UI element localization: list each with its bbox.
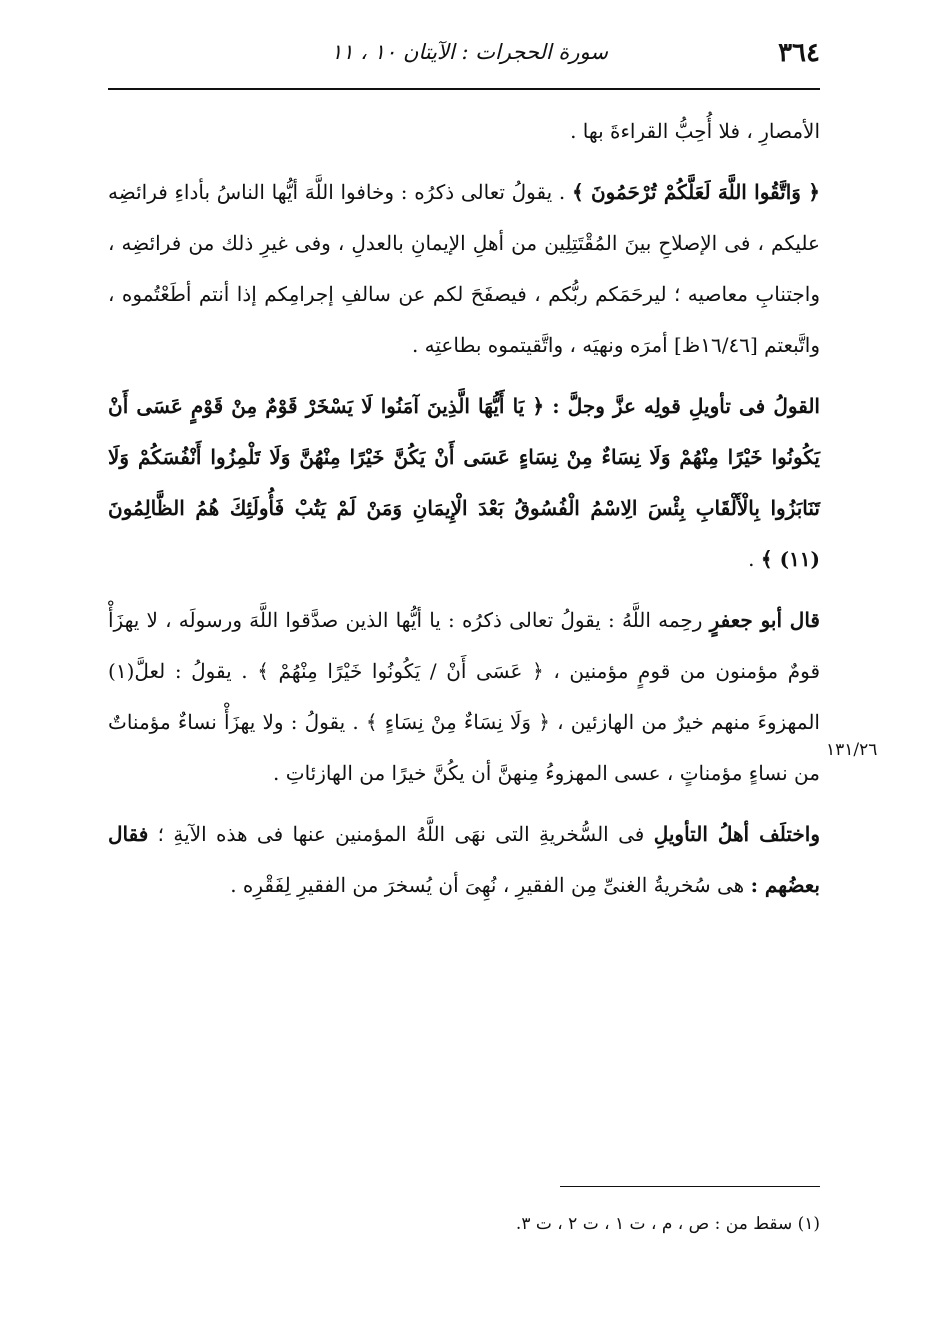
quran-verse: ﴿ يَا أَيُّهَا الَّذِينَ آمَنُوا لَا يَسْخَرْ قَوْمٌ مِنْ قَوْمٍ عَسَى أَنْ يَكُونُوا خَيْرًا مِنْهُمْ وَلَا نِسَاءٌ مِنْ نِسَاءٍ عَسَى أَنْ يَكُنَّ خَيْرًا مِنْهُنَّ وَلَا تَلْمِزُوا أَنْفُسَكُمْ وَلَا تَنَابَزُوا بِالْأَلْقَابِ بِئْسَ الِاسْمُ الْفُسُوقُ بَعْدَ الْإِيمَانِ وَمَنْ لَمْ يَتُبْ فَأُولَئِكَ هُمُ الظَّالِمُونَ (١١) ﴾	[108, 394, 820, 571]
paragraph-text: فى السُّخريةِ التى نهَى اللَّهُ المؤمنين عنها فى هذه الآيةِ ؛	[148, 822, 654, 846]
page-number: ٣٦٤	[778, 38, 820, 68]
footnote-divider	[560, 1186, 820, 1187]
running-title: سورة الحجرات : الآيتان ١٠ ، ١١	[331, 40, 608, 64]
margin-reference: ١٣١/٢٦	[826, 740, 878, 760]
author-lead: قال أبو جعفرٍ	[709, 608, 820, 632]
page-header	[108, 30, 820, 82]
paragraph-4	[108, 595, 820, 799]
paragraph-3	[108, 381, 820, 585]
quran-verse: ﴿ وَاتَّقُوا اللَّهَ لَعَلَّكُمْ تُرْحَمُونَ ﴾	[571, 180, 820, 204]
paragraph-text: .	[748, 547, 761, 571]
opinion-lead: فقال بعضُهم :	[108, 822, 820, 897]
paragraph-2	[108, 167, 820, 371]
section-heading: القولُ فى تأويلِ قولِه عزَّ وجلَّ :	[552, 394, 820, 418]
paragraph-text: رحِمه اللَّهُ : يقولُ تعالى ذكرُه : يا أيُّها الذين صدَّقوا اللَّهَ ورسولَه ، لا يهزَأْ قومٌ مؤمنون من قومٍ مؤمنين ، ﴿ عَسَى أَنْ / يَكُونُوا خَيْرًا مِنْهُمْ ﴾ . يقولُ : لعلَّ(١) المهزوءَ منهم خيرٌ من الهازئين ، ﴿ وَلَا نِسَاءٌ مِنْ نِسَاءٍ ﴾ . يقولُ : ولا يهزَأْ نساءٌ مؤمناتٌ من نساءٍ مؤمناتٍ ، عسى المهزوءُ مِنهنَّ أن يكُنَّ خيرًا من الهازئاتِ .	[108, 608, 821, 785]
paragraph-text: . يقولُ تعالى ذكرُه : وخافوا اللَّهَ أيُّها الناسُ بأداءِ فرائضِه عليكم ، فى الإصلاحِ بينَ المُقْتَتِلِين من أهلِ الإيمانِ بالعدلِ ، وفى غيرِ ذلك من فرائضِه ، واجتنابِ معاصيه ؛ ليرحَمَكم ربُّكم ، فيصفَحَ لكم عن سالفِ إجرامِكم إذا أنتم أطَعْتُموه ، واتَّبعتم [١٦/٤٦ظ] أمرَه ونهيَه ، واتَّقيتموه بطاعتِه .	[108, 180, 820, 357]
header-divider	[108, 88, 820, 90]
paragraph-text: هى سُخريةُ الغنىِّ مِن الفقيرِ ، نُهِىَ أن يُسخرَ من الفقيرِ لِفَقْرِه .	[230, 873, 751, 897]
paragraph-text: الأمصارِ ، فلا أُحِبُّ القراءةَ بها .	[570, 119, 820, 143]
paragraph-1	[108, 106, 820, 157]
main-text	[108, 106, 820, 911]
section-lead: واختلَف أهلُ التأويلِ	[653, 822, 821, 846]
footnote: (١) سقط من : ص ، م ، ت ١ ، ت ٢ ، ت ٣.	[515, 1214, 820, 1234]
paragraph-5	[108, 809, 820, 911]
